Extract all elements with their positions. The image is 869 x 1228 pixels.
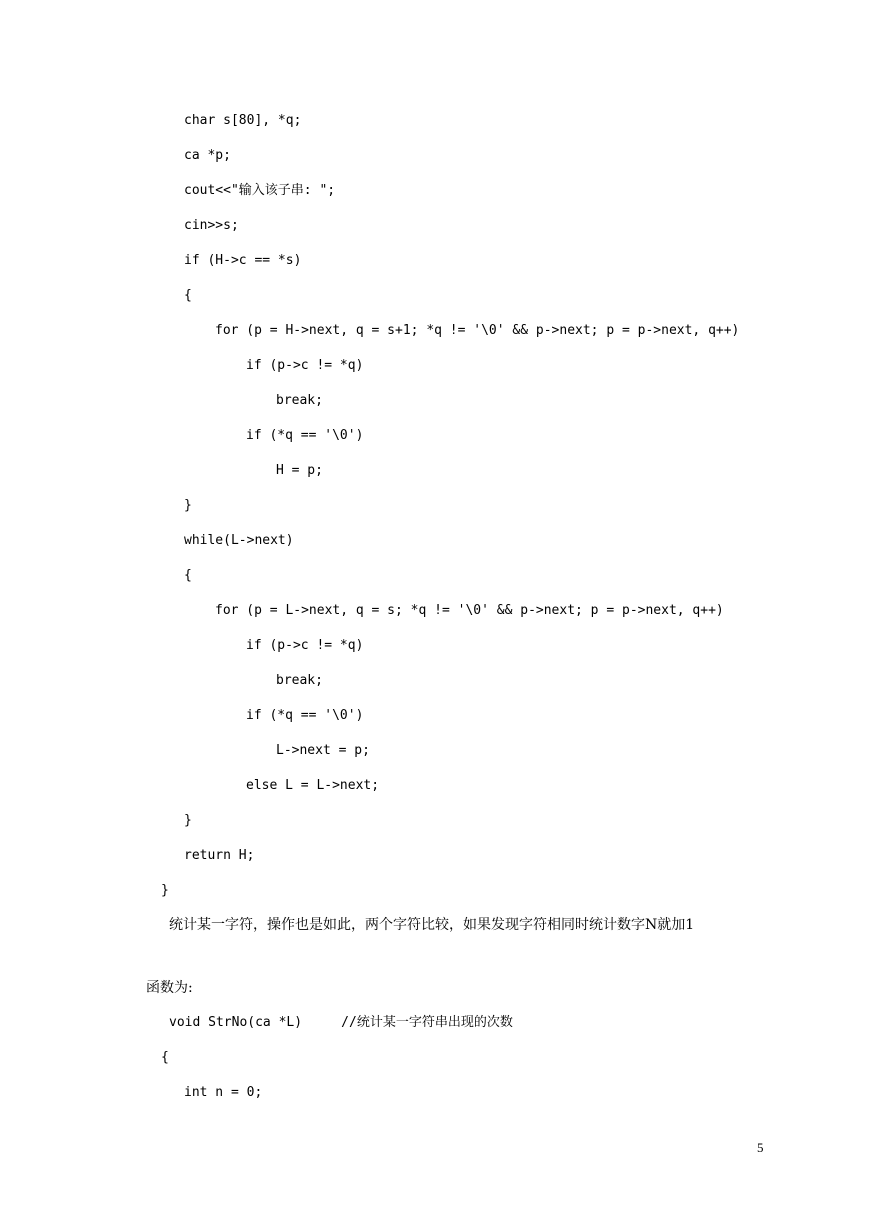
code-line: int n = 0; [184, 1085, 263, 1100]
code-line: if (*q == '\0') [246, 708, 364, 723]
code-line: if (H->c == *s) [184, 253, 302, 268]
code-line: break; [276, 673, 323, 688]
code-line: void StrNo(ca *L) //统计某一字符串出现的次数 [169, 1015, 513, 1030]
code-line: H = p; [276, 463, 323, 478]
code-line: L->next = p; [276, 743, 370, 758]
code-line: if (p->c != *q) [246, 638, 364, 653]
code-line: while(L->next) [184, 533, 294, 548]
code-line: } [184, 498, 192, 513]
code-line: if (*q == '\0') [246, 428, 364, 443]
code-line: } [161, 883, 169, 898]
code-line: { [184, 288, 192, 303]
code-line: { [184, 568, 192, 583]
code-line: } [184, 813, 192, 828]
code-line: { [161, 1050, 169, 1065]
page-number: 5 [757, 1140, 764, 1155]
code-line: for (p = H->next, q = s+1; *q != '\0' && p->next; p = p->next, q++) [215, 323, 740, 338]
body-paragraph: 统计某一字符，操作也是如此，两个字符比较，如果发现字符相同时统计数字N就加1 [169, 917, 695, 933]
code-line: char s[80], *q; [184, 113, 302, 128]
code-line: cout<<"输入该子串: "; [184, 183, 336, 198]
code-line: return H; [184, 848, 255, 863]
code-line: break; [276, 393, 323, 408]
code-line: else L = L->next; [246, 778, 380, 793]
code-line: if (p->c != *q) [246, 358, 364, 373]
function-heading: 函数为: [146, 980, 193, 996]
code-line: ca *p; [184, 148, 231, 163]
code-line: for (p = L->next, q = s; *q != '\0' && p->next; p = p->next, q++) [215, 603, 724, 618]
code-line: cin>>s; [184, 218, 239, 233]
